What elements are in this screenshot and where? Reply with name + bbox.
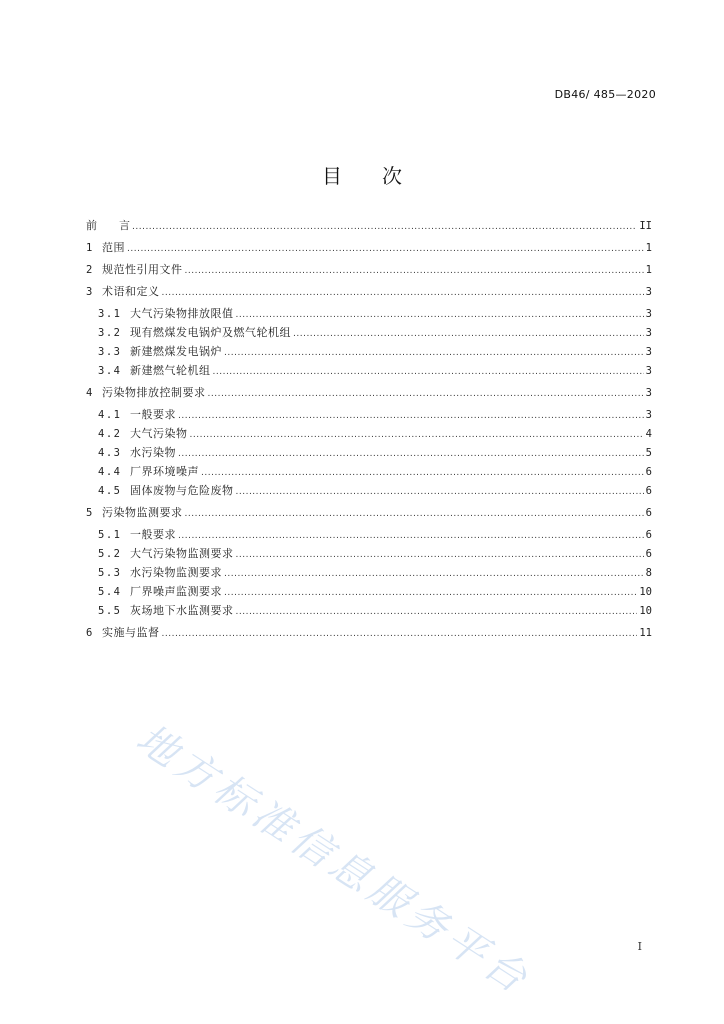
toc-entry[interactable] <box>86 525 652 544</box>
toc-leader-dots <box>185 262 644 281</box>
toc-entry-page: 3 <box>645 308 652 320</box>
toc-entry[interactable] <box>86 544 652 563</box>
toc-entry-page: 5 <box>645 447 652 459</box>
toc-leader-dots <box>224 565 644 584</box>
toc-entry-page: 10 <box>639 605 652 617</box>
toc-entry-page: 3 <box>645 327 652 339</box>
toc-entry-title: 术语和定义 <box>102 285 160 298</box>
toc-entry[interactable] <box>86 503 652 522</box>
toc-entry-title: 厂界噪声监测要求 <box>130 585 222 598</box>
toc-leader-dots <box>224 584 637 603</box>
toc-entry-number: 4.4 <box>98 466 122 478</box>
toc-entry-number: 1 <box>86 242 93 254</box>
toc-leader-dots <box>185 505 644 524</box>
toc-entry-title: 实施与监督 <box>102 626 160 639</box>
toc-entry-number: 4.1 <box>98 409 122 421</box>
toc-leader-dots <box>178 407 644 426</box>
toc-entry-page: 3 <box>645 346 652 358</box>
toc-entry-page: 6 <box>645 529 652 541</box>
toc-entry-number: 5.1 <box>98 529 122 541</box>
toc-entry[interactable] <box>86 582 652 601</box>
toc-leader-dots <box>236 546 644 565</box>
toc-entry-number: 3 <box>86 286 93 298</box>
toc-leader-dots <box>224 344 644 363</box>
toc-entry-number: 3.4 <box>98 365 122 377</box>
toc-entry-page: 6 <box>645 466 652 478</box>
toc-entry-page: 3 <box>645 409 652 421</box>
toc-entry-page: 6 <box>645 507 652 519</box>
toc-entry-title <box>86 216 130 235</box>
toc-title <box>0 160 724 189</box>
toc-entry-title: 固体废物与危险废物 <box>130 484 234 497</box>
table-of-contents <box>86 216 652 642</box>
toc-entry-title-part: 前 <box>86 219 97 232</box>
toc-leader-dots <box>162 284 644 303</box>
watermark: 地方标准信息服务平台 <box>128 715 539 1005</box>
toc-title-char-2: 次 <box>382 164 402 188</box>
toc-entry-title: 厂界环境噪声 <box>130 465 199 478</box>
toc-leader-dots <box>178 527 644 546</box>
toc-entry-page: 6 <box>645 548 652 560</box>
toc-leader-dots <box>213 363 644 382</box>
toc-entry-title: 新建燃气轮机组 <box>130 364 211 377</box>
toc-entry[interactable] <box>86 361 652 380</box>
toc-entry-title: 大气污染物 <box>130 427 188 440</box>
toc-entry-page: 8 <box>645 567 652 579</box>
toc-entry-number: 4.5 <box>98 485 122 497</box>
toc-entry-page: II <box>639 220 652 232</box>
toc-entry-number: 4.2 <box>98 428 122 440</box>
toc-entry-title: 一般要求 <box>130 408 176 421</box>
toc-entry[interactable] <box>86 282 652 301</box>
toc-entry-page: 3 <box>645 387 652 399</box>
toc-entry-title: 灰场地下水监测要求 <box>130 604 234 617</box>
toc-entry[interactable] <box>86 443 652 462</box>
toc-entry-title: 大气污染物监测要求 <box>130 547 234 560</box>
toc-entry-page: 10 <box>639 586 652 598</box>
toc-entry-title: 污染物监测要求 <box>102 506 183 519</box>
toc-entry-number: 2 <box>86 264 93 276</box>
toc-leader-dots <box>208 385 644 404</box>
toc-entry-number: 3.2 <box>98 327 122 339</box>
toc-leader-dots <box>236 483 644 502</box>
toc-entry-title: 污染物排放控制要求 <box>102 386 206 399</box>
toc-entry-page: 1 <box>645 264 652 276</box>
toc-entry-number: 4 <box>86 387 93 399</box>
toc-entry-number: 4.3 <box>98 447 122 459</box>
toc-entry[interactable] <box>86 323 652 342</box>
toc-entry[interactable] <box>86 424 652 443</box>
toc-leader-dots <box>178 445 644 464</box>
toc-entry-title: 规范性引用文件 <box>102 263 183 276</box>
toc-entry-number: 5 <box>86 507 93 519</box>
toc-entry-title-part: 言 <box>119 219 130 232</box>
toc-entry[interactable] <box>86 481 652 500</box>
toc-leader-dots <box>201 464 644 483</box>
toc-entry[interactable] <box>86 342 652 361</box>
toc-leader-dots <box>132 218 637 237</box>
toc-entry[interactable] <box>86 563 652 582</box>
toc-entry-number: 5.3 <box>98 567 122 579</box>
standard-code: DB46/ 485—2020 <box>554 88 656 101</box>
toc-entry-page: 1 <box>645 242 652 254</box>
toc-entry-title: 水污染物监测要求 <box>130 566 222 579</box>
toc-entry-number: 6 <box>86 627 93 639</box>
toc-entry[interactable] <box>86 462 652 481</box>
toc-entry-number: 3.3 <box>98 346 122 358</box>
toc-entry[interactable] <box>86 383 652 402</box>
toc-leader-dots <box>127 240 644 259</box>
toc-entry[interactable] <box>86 216 652 235</box>
toc-entry-page: 6 <box>645 485 652 497</box>
toc-entry-page: 4 <box>645 428 652 440</box>
toc-entry-title: 一般要求 <box>130 528 176 541</box>
toc-entry-number: 5.5 <box>98 605 122 617</box>
toc-entry[interactable] <box>86 405 652 424</box>
toc-entry-page: 11 <box>639 627 652 639</box>
toc-leader-dots <box>190 426 644 445</box>
toc-entry[interactable] <box>86 260 652 279</box>
toc-entry[interactable] <box>86 238 652 257</box>
toc-entry-title: 现有燃煤发电锅炉及燃气轮机组 <box>130 326 291 339</box>
toc-leader-dots <box>236 306 644 325</box>
toc-entry-number: 5.2 <box>98 548 122 560</box>
toc-entry-title: 范围 <box>102 241 125 254</box>
toc-entry-page: 3 <box>645 286 652 298</box>
page-number: I <box>637 940 642 953</box>
toc-leader-dots <box>162 625 638 644</box>
toc-entry-number: 5.4 <box>98 586 122 598</box>
toc-entry-title: 新建燃煤发电锅炉 <box>130 345 222 358</box>
toc-entry[interactable] <box>86 304 652 323</box>
toc-entry[interactable] <box>86 623 652 642</box>
toc-entry-title: 大气污染物排放限值 <box>130 307 234 320</box>
toc-entry[interactable] <box>86 601 652 620</box>
toc-leader-dots <box>293 325 644 344</box>
toc-leader-dots <box>236 603 638 622</box>
toc-entry-page: 3 <box>645 365 652 377</box>
toc-title-char-1: 目 <box>322 164 342 188</box>
toc-entry-title: 水污染物 <box>130 446 176 459</box>
toc-entry-number: 3.1 <box>98 308 122 320</box>
